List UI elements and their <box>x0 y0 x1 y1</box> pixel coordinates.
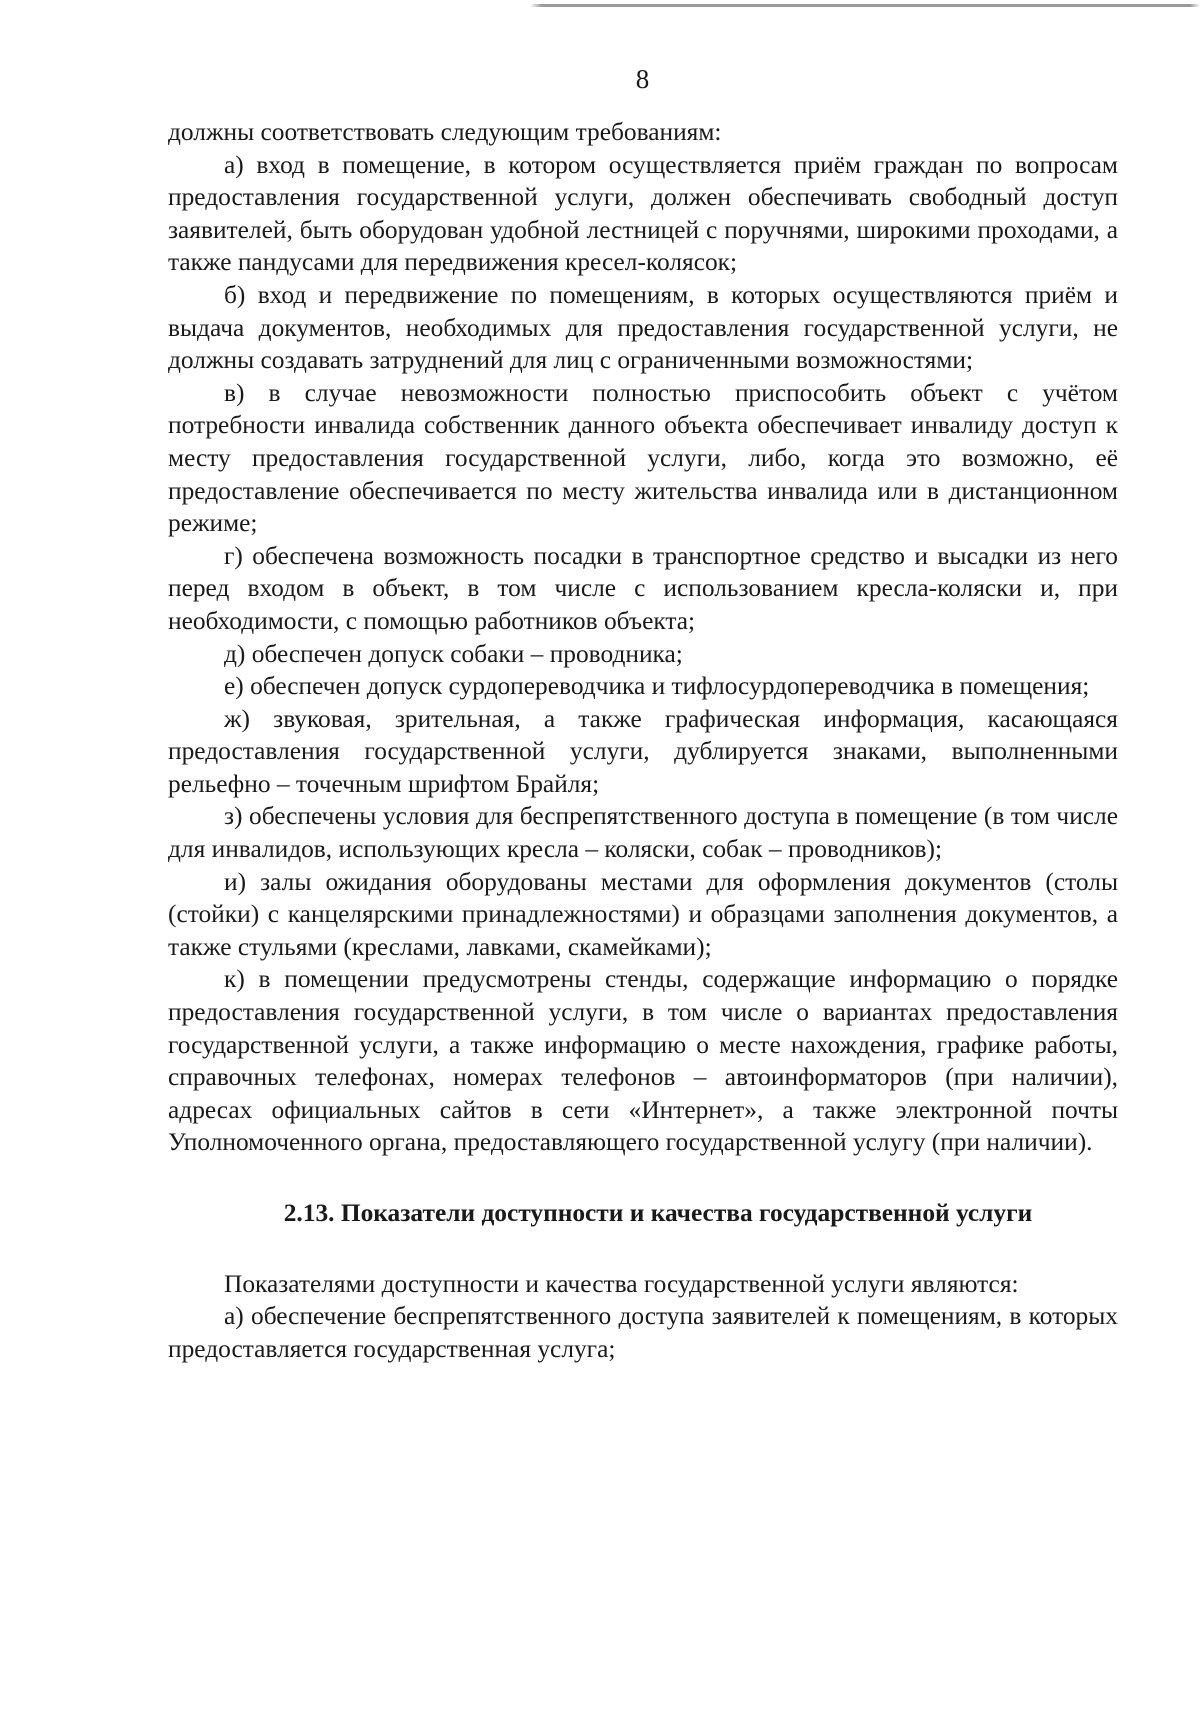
paragraph-item-zh: ж) звуковая, зрительная, а также графическая информация, касающаяся предоставления государственной услуги, дублируется знаками, выполненными рельефно – точечным шрифтом Брайля; <box>168 704 1118 798</box>
paragraph-item-g: г) обеспечена возможность посадки в транспортное средство и высадки из него перед входом в объект, в том числе с использованием кресла-коляски и, при необходимости, с помощью работников объекта; <box>168 541 1118 635</box>
paragraph-indicators-intro: Показателями доступности и качества государственной услуги являются: <box>224 1269 1019 1298</box>
paragraph-item-b: б) вход и передвижение по помещениям, в которых осуществляются приём и выдача документов, необходимых для предоставления государственной услуги, не должны создавать затруднений для лиц с ограниченными возможностями; <box>168 280 1118 375</box>
paragraph-indicator-a: а) обеспечение беспрепятственного доступа заявителей к помещениям, в которых предоставляется государственная услуга; <box>168 1302 1118 1363</box>
paragraph-item-e: е) обеспечен допуск сурдопереводчика и тифлосурдопереводчика в помещения; <box>224 672 1090 701</box>
paragraph-item-i: и) залы ожидания оборудованы местами для оформления документов (столы (стойки) с канцелярскими принадлежностями) и образцами заполнения документов, а также стульями (креслами, лавками, скамейками); <box>168 867 1118 961</box>
page-number: 8 <box>635 64 650 94</box>
paragraph-item-z: з) обеспечены условия для беспрепятственного доступа в помещение (в том числе для инвалидов, использующих кресла – коляски, собак – проводников); <box>168 802 1118 864</box>
section-heading: 2.13. Показатели доступности и качества государственной услуги <box>283 1199 1033 1227</box>
paragraph-intro: должны соответствовать следующим требованиям: <box>168 118 722 146</box>
paragraph-item-v: в) в случае невозможности полностью приспособить объект с учётом потребности инвалида собственник данного объекта обеспечивает инвалиду доступ к месту предоставления государственной услуги, либо, когда это возможно, её предоставление обеспечивается по месту жительства инвалида или в дистанционном режиме; <box>168 378 1118 538</box>
paragraph-item-k: к) в помещении предусмотрены стенды, содержащие информацию о порядке предоставления государственной услуги, в том числе о вариантах предоставления государственной услуги, а также информацию о месте нахождения, графике работы, справочных телефонах, номерах телефонов – автоинформаторов (при наличии), адресах официальных сайтов в сети «Интернет», а также электронной почты Уполномоченного органа, предоставляющего государственной услугу (при наличии). <box>168 965 1118 1157</box>
scan-edge-line <box>530 4 1200 7</box>
paragraph-item-d: д) обеспечен допуск собаки – проводника; <box>224 639 683 668</box>
document-body <box>168 116 1118 1365</box>
paragraph-item-a: а) вход в помещение, в котором осуществляется приём граждан по вопросам предоставления государственной услуги, должен обеспечивать свободный доступ заявителей, быть оборудован удобной лестницей с поручнями, широкими проходами, а также пандусами для передвижения кресел-колясок; <box>168 150 1118 277</box>
